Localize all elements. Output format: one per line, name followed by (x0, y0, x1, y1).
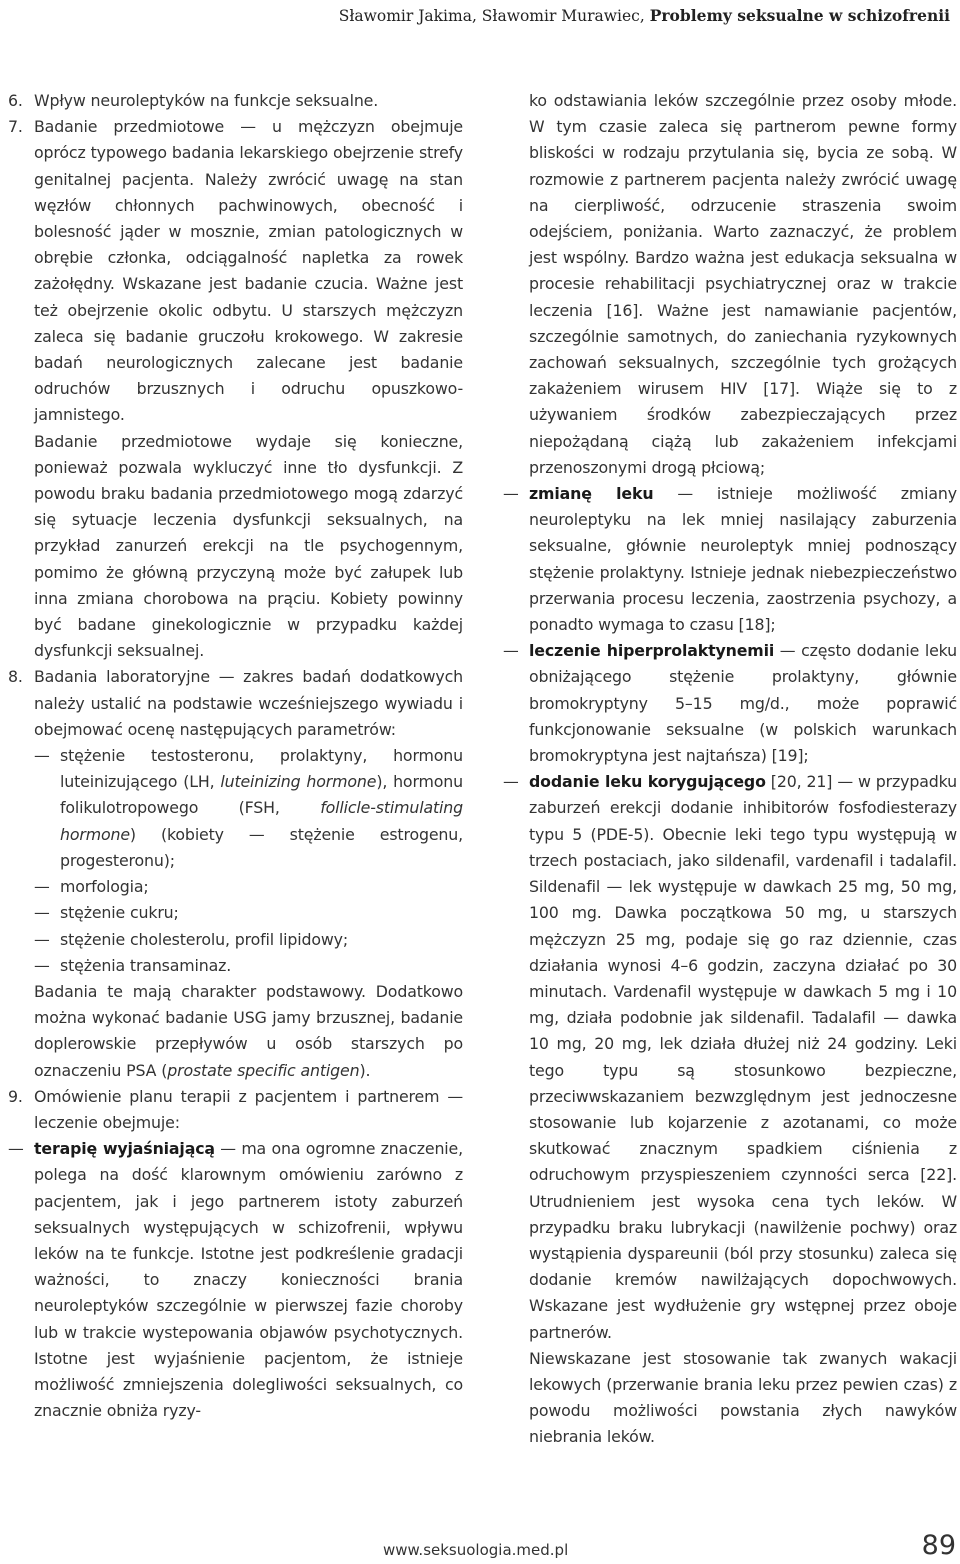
text-span: — często dodanie leku obniżającego stężenie prolaktyny, głównie bromokryptyny 5–15 mg/d., może poprawić funkcjonowanie seksualne (w polskich warunkach bromokryptyna jest najtańsza) [19]; (529, 641, 958, 766)
text-span: stężenie testosteronu, prolaktyny, hormonu luteinizującego (LH, (60, 746, 463, 792)
sub-item: — morfologia; (34, 874, 463, 900)
dash-item-change-drug (503, 481, 957, 638)
dash-item-hyperprolactinemia (503, 638, 957, 769)
list-item-8 (8, 664, 463, 743)
item-number: 6. (8, 91, 23, 110)
bold-term: terapię wyjaśniającą (34, 1139, 215, 1159)
item-text: Badania laboratoryjne — zakres badań dodatkowych należy ustalić na podstawie wcześniejszego wywiadu i obejmować ocenę następujących parametrów: (34, 667, 463, 739)
dash-item-corrective-drug (503, 769, 957, 1345)
paragraph: Badanie przedmiotowe wydaje się konieczne, ponieważ pozwala wykluczyć inne tło dysfunkcji. Z powodu braku badania przedmiotowego mogą zdarzyć się sytuacje leczenia dysfunkcji seksualnych, na przykład zanurzeń erekcji na tle psychogennym, pomimo że główną przyczyną może być załupek lub inna zmiana chorobowa na prąciu. Kobiety powinny być badane ginekologicznie w przypadku każdej dysfunkcji seksualnej. (34, 431, 463, 661)
text-span: — istnieje możliwość zmiany neuroleptyku na lek mniej nasilający zaburzenia seksualne, głównie neuroleptyk mniej podnoszący stężenie prolaktyny. Istnieje jednak niebezpieczeństwo przerwania procesu leczenia, zaostrzenia psychozy, a ponadto wymaga to czasu [18]; (529, 484, 957, 635)
text-span: [20, 21] — w przypadku zaburzeń erekcji dodanie inhibitorów fosfodiesterazy typu 5 (PDE-5). Obecnie leki tego typu występują w trzech postaciach, jako sildenafil, vardenafil i tadalafil. Sildenafil — lek występuje w dawkach 25 mg, 50 mg, 100 mg. Dawka początkowa 50 mg, u starszych mężczyzn 25 mg, podaje się go raz dziennie, czas działania wynosi 4–6 godzin, zaczyna działać po 30 minutach. Vardenafil występuje w dawkach 5 mg i 10 mg, działa podobnie jak sildenafil. Tadalafil — dawka 10 mg, 20 mg, lek działa dłużej niż 24 godziny. Leki tego typu są stosunkowo bezpieczne, przeciwwskazaniem bezwzględnym jest jednoczesne stosowanie lub kojarzenie z azotanami, co może skutkować znacznym spadkiem ciśnienia z odruchowym przyspieszeniem czynności serca [22]. Utrudnieniem jest wysoka cena tych leków. W przypadku braku lubrykacji (nawilżenie pochwy) oraz wystąpienia dyspareunii (ból przy stosunku) zaleca się dodanie kremów nawilżających dopochwowych. Wskazane jest wydłużenie gry wstępnej przez oboje partnerów. (529, 772, 957, 1342)
italic-term: prostate specific antigen (167, 1060, 360, 1080)
running-header (339, 6, 950, 25)
right-column (503, 88, 957, 1451)
bold-term: zmianę leku (529, 484, 654, 504)
sub-item-hormones (34, 743, 463, 874)
bold-term: dodanie leku korygującego (529, 772, 766, 792)
item-text: Wpływ neuroleptyków na funkcje seksualne. (34, 91, 379, 110)
item-number: 9. (8, 1086, 23, 1106)
page-number: 89 (921, 1530, 956, 1561)
paragraph: ko odstawiania leków szczególnie przez osoby młode. W tym czasie zaleca się partnerom pewne formy bliskości w rodzaju przytulania się, bycia ze sobą. W rozmowie z partnerem pacjenta należy zwrócić uwagę na cierpliwość, odrzucenie straszenia swoim odejściem, poniżania. Warto zaznaczyć, że problem jest wspólny. Bardzo ważna jest edukacja seksualna w procesie rehabilitacji psychiatrycznej oraz w trakcie leczenia [16]. Ważne jest namawianie pacjentów, szczególnie samotnych, do zaniechania ryzykownych zachowań seksualnych, szczególnie tych grożących zakażeniem wirusem HIV [17]. Wiąże się to z używaniem środków zabezpieczających przez niepożądaną ciążą lub zakażeniem infekcjami przenoszonymi drogą płciową; (529, 91, 957, 477)
left-column (8, 88, 463, 1424)
italic-term: luteinizing hormone (220, 772, 377, 792)
footer-url: www.seksuologia.med.pl (383, 1541, 569, 1559)
item-number: 8. (8, 667, 23, 687)
sub-item: — stężenie cukru; (34, 900, 463, 926)
italic-term: follicle-stimulating hormone (60, 798, 463, 844)
sub-item: — stężenie cholesterolu, profil lipidowy; (34, 927, 463, 953)
text-span: ), hormonu folikulotropowego (FSH, (60, 772, 463, 818)
list-item-6 (8, 88, 463, 114)
item-text: Omówienie planu terapii z pacjentem i partnerem — leczenie obejmuje: (34, 1086, 463, 1132)
item-number: 7. (8, 117, 23, 137)
list-item-9 (8, 1084, 463, 1136)
header-title: Problemy seksualne w schizofrenii (649, 6, 950, 25)
dash-item-therapy (8, 1136, 463, 1424)
text-span: ) (kobiety — stężenie estrogenu, progesteronu); (60, 824, 463, 870)
paragraph: Niewskazane jest stosowanie tak zwanych wakacji lekowych (przerwanie brania leku przez pewien czas) z powodu możliwości powstania złych nawyków niebrania leków. (529, 1348, 957, 1447)
sub-item: — stężenia transaminaz. (34, 953, 463, 979)
header-authors: Sławomir Jakima, Sławomir Murawiec, (338, 7, 650, 25)
text-span: Badania te mają charakter podstawowy. Dodatkowo można wykonać badanie USG jamy brzusznej, badanie doplerowskie przepływów u osób starszych po oznaczeniu PSA ( (34, 981, 463, 1080)
text-span: ). (359, 1060, 371, 1080)
bold-term: leczenie hiperprolaktynemii (529, 641, 775, 661)
paragraph (8, 979, 463, 1084)
text-span: — ma ona ogromne znaczenie, polega na dość klarownym omówieniu zarówno z pacjentem, jak i jego partnerem istoty zaburzeń seksualnych występujących w schizofrenii, wpływu leków na te funkcje. Istotne jest podkreślenie gradacji ważności, to znaczy konieczności brania neuroleptyków szczególnie w pierwszej fazie choroby lub w trakcie wystepowania objawów psychotycznych. Istotne jest wyjaśnienie pacjentom, że istnieje możliwość zmniejszenia dolegliwości seksualnych, co znacznie obniża ryzy- (34, 1139, 463, 1421)
list-item-7 (8, 114, 463, 428)
item-text: Badanie przedmiotowe — u mężczyzn obejmuje oprócz typowego badania lekarskiego obejrzenie strefy genitalnej pacjenta. Należy zwrócić uwagę na stan węzłów chłonnych pachwinowych, obecność i bolesność jąder w mosznie, zmian patologicznych w obrębie członka, odciągalność napletka za rowek zażołędny. Wskazane jest badanie czucia. Ważne jest też obejrzenie okolic odbytu. U starszych mężczyzn zaleca się badanie gruczołu krokowego. W zakresie badań neurologicznych zalecane jest badanie odruchów brzusznych i odruchu opuszkowo-jamnistego. (34, 117, 463, 425)
